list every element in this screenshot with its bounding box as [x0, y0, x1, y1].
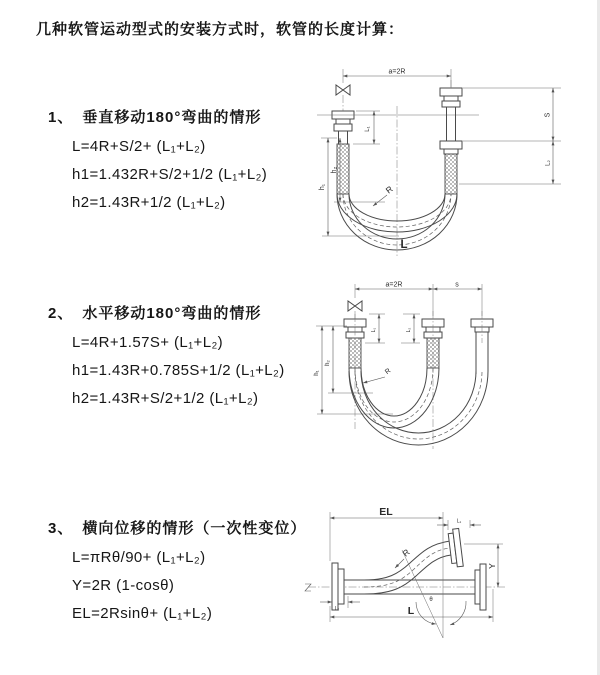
radius-callout	[363, 367, 392, 383]
formula-line: h2=1.43R+S/2+1/2 (L₁+L₂)	[72, 390, 259, 407]
section-horizontal-move	[48, 302, 285, 407]
dim-label-h1: h₁	[314, 370, 320, 376]
dim-width-2r	[355, 282, 482, 317]
diagram-vertical-180-bend	[303, 64, 600, 260]
dim-label-fitting-left: L₁	[371, 327, 377, 333]
page-title: 几种软管运动型式的安装方式时，软管的长度计算：	[36, 21, 405, 38]
dim-label-width: a=2R	[385, 281, 403, 289]
dim-label-stroke: S	[544, 112, 552, 118]
dim-fitting-mid	[401, 314, 420, 343]
formula-line: L=4R+1.57S+ (L₁+L₂)	[72, 334, 224, 351]
section-index: 1、	[48, 109, 74, 126]
dim-label-radius: R	[383, 183, 395, 196]
section-heading	[48, 106, 267, 127]
dim-label-el: EL	[379, 506, 393, 518]
dim-label-length: L	[400, 239, 408, 251]
section-lateral-displacement	[48, 517, 306, 622]
section-title: 垂直移动180°弯曲的情形	[82, 109, 262, 126]
diagram-lateral-displacement	[298, 498, 600, 650]
formula-line: h1=1.432R+S/2+1/2 (L₁+L₂)	[72, 166, 268, 183]
dim-label-y: Y	[487, 563, 497, 569]
dim-el	[330, 506, 443, 638]
flange-left	[332, 563, 344, 610]
section-title: 横向位移的情形（一次性变位）	[82, 520, 307, 537]
hose-u-curves	[349, 368, 488, 445]
dim-label-fitting-top: L₁	[365, 126, 371, 132]
dim-label-fitting-mid: L₂	[406, 327, 412, 333]
hose-s-curve	[364, 541, 451, 594]
dim-label-fitting-top: L₁	[456, 518, 462, 525]
hose-end-fixed	[332, 111, 354, 194]
flange-right	[475, 564, 486, 610]
formula-line: EL=2Rsinθ+ (L₁+L₂)	[72, 605, 213, 622]
dim-label-radius: R	[384, 367, 393, 377]
dim-label-fitting-left: L₂	[334, 606, 340, 612]
dim-label-h2: h₂	[325, 360, 331, 366]
section-vertical-move	[48, 106, 267, 211]
dim-label-h1: h₁	[319, 183, 326, 191]
dim-stroke-s	[463, 88, 561, 141]
dim-label-width: a=2R	[388, 68, 406, 76]
formula-line: L=4R+S/2+ (L₁+L₂)	[72, 138, 206, 155]
formula-line: h2=1.43R+1/2 (L₁+L₂)	[72, 194, 226, 211]
dim-fitting-left	[365, 314, 385, 343]
valve-icon	[336, 85, 350, 111]
dim-fitting-right	[459, 141, 561, 184]
flange-upper	[448, 528, 464, 567]
dim-width-2r	[343, 69, 451, 88]
axis-break-mark	[305, 584, 311, 591]
section-index: 3、	[48, 520, 74, 537]
formula-line: L=πRθ/90+ (L₁+L₂)	[72, 549, 206, 566]
dim-label-fitting-bottom: L₂	[545, 160, 552, 166]
formula-line: Y=2R (1-cosθ)	[72, 577, 175, 594]
section-title: 水平移动180°弯曲的情形	[82, 305, 262, 322]
dim-label-h2: h₂	[331, 166, 338, 174]
hose-end-moving	[440, 80, 462, 194]
section-heading	[48, 517, 306, 538]
section-heading	[48, 302, 285, 323]
dim-label-radius: R	[400, 546, 412, 559]
radius-callout	[373, 184, 395, 206]
section-index: 2、	[48, 305, 74, 322]
diagram-horizontal-180-bend	[305, 281, 600, 460]
formula-line: h1=1.43R+0.785S+1/2 (L₁+L₂)	[72, 362, 285, 379]
dim-label-stroke: s	[455, 281, 459, 289]
dim-label-angle: θ	[429, 597, 433, 603]
dim-label-length: L	[407, 605, 415, 617]
dim-fitting-left	[353, 111, 380, 144]
